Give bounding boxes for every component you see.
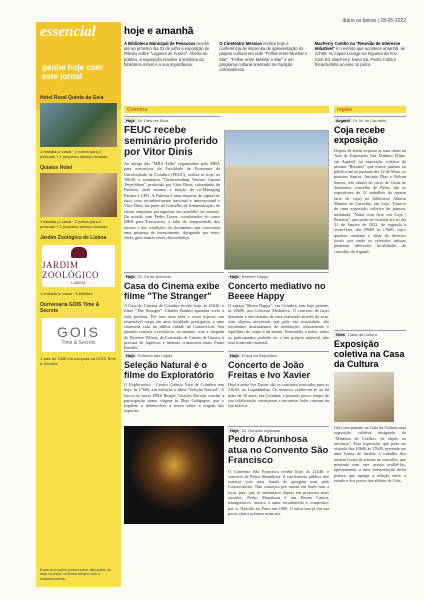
hotel-photo-2 <box>40 173 117 217</box>
strip-item-2 <box>219 41 310 72</box>
strip-item-text: é o evento que acontece amanhã, às 21h30, no Liquid Lounge na Figueira da Foz. Com Ed. MacFerry, Nuno Sá, Pedro Cobb e Ricardo Brito ao vivo no palco. <box>314 46 405 67</box>
article-byline: Hoje Rolando das Lapas <box>124 351 224 358</box>
gois-logo-sub: Time & Secrets <box>61 340 96 346</box>
article-headline: Concerto mediativo no Beeee Happy <box>228 281 326 301</box>
strip-item-1 <box>124 41 215 72</box>
article-beeee <box>228 272 329 346</box>
section-coimbra: Coimbra <box>124 106 329 113</box>
article-body: Depois de terem exposto as suas obras na Arte de Exposição Gui Delmiro Filipe, em Arganil, na exposição coletiva de pintura "Retratos" que esteve patente ao público até ao passado dia 22 de Maio, os pintores Santos, António Dias e Nelson Santos, três alunos do curso de Casas de Senhorim, concelho de Nelas, são os expositores de 21 trabalhos do mestre (arte de coja) na biblioteca Alberto Martins de Carvalho, em Coja. Trata-se de uma exposição coletiva de pintura, intitulada "Natal com Arte em Coja | Retratos", que pode ser visitada até ao dia 31 de Janeiro de 2022, de segunda a sexta-feira, das 09h00 às 17h00, cujos quadros retratam o olhar de diversos locais por onde os referidos artistas pintaram diferentes localidades do concelho de Arganil. <box>334 148 406 254</box>
article-headline: Coja recebe exposição <box>334 125 386 145</box>
zoo-logo <box>42 245 115 287</box>
article-body: Hoje à noite Ivo Xavier são os concertos marcados para as 21h30, no Liquidambar. Os músicos conhecem-se ao há mais de 10 anos, em Coimbra, e passado pouco tempo de sua colaboração começaram a encontrar lados comuns na sua música. <box>228 382 329 409</box>
article-headline: Pedro Abrunhosa atua no Convento São Francisco <box>228 434 329 466</box>
article-body: O Convento São Francisco recebe hoje, às 21h30, o concerto de Pedro Abrunhosa. A sua história pública não começa com uma banda de garagem mas pelo Conservatório. Não começou por cantar em bares mas a tocar jazz, que se entronizou depois em projectos mais ousados. Pedro Abrunhosa é um Eterno Cantor, transgressivo, músico e autor reconhecido e compositor por si. Nascido no Porto em 1960. O autor tem já em sua posse vários prémios musicais. <box>228 468 329 516</box>
article-byline: Hoje Dr. Diniz da Silva <box>124 116 220 123</box>
newspaper-page <box>36 18 406 593</box>
page-date: diário as beiras | 28-05-2022 <box>342 18 406 24</box>
article-body: O espaço "Beeee Happy", em Coimbra, tem hoje patente, às 20h00, um Concerto Mediativo. O concerto de taças tibetanas é um sistema de cura realizado através do som, com objetos universais que pela sua sonoridade, são excelentes instrumentos de meditação, relaxamento e equilíbrio do corpo e da mente. Pretendido a todos, todos os participantes poderão ter o seu próprio material, não será fornecido material. <box>228 303 329 346</box>
strip-item-3 <box>315 41 406 72</box>
zoo-logo-sub: LISBOA <box>71 280 86 285</box>
sidebar-essencial <box>36 22 121 587</box>
strip-title: hoje e amanhã <box>124 26 194 37</box>
article-byline: Arganil Dr. M. do Carvalho <box>334 116 406 123</box>
gois-logo-name: GOIS <box>56 324 100 340</box>
article-joao <box>228 351 329 421</box>
article-cinema <box>124 272 224 351</box>
offer-caption-3: 1 entrada p/ casal · 5 bilhetes <box>40 291 93 296</box>
hotel-photo-1 <box>40 103 117 147</box>
article-body: Ao abrigo das "MBA Talks" organizadas pelo MBA para executivos da Faculdade de Economia da Universidade de Coimbra (FEUC), realiza-se hoje, às 10h30, o seminário "Understanding Venture Capital Term-Sheet", proferido por Vitor Dinis, cofundador da Pathena, onde assume a função de co-Managing Partner e CFO. A Pathena é uma empresa de capital de risco com reconhecimento nacional e internacional e Vitor Dinis faz parte do Conselho de Administração, de várias empresas portuguesas em portfólio no mesmo. De acordo com Pedro Torres, coordenador do curso MBA para Executivos, a falta de compreensão dos termos e das condições do documento que concretiza uma proposta de investimento, designado por term-sheet, gera muitas vezes desconfiança. <box>124 161 220 241</box>
article-headline: Concerto de João Freitas e Ivo Xavier <box>228 360 311 380</box>
today-tomorrow-strip <box>124 26 406 102</box>
article-byline: Hoje Beeeee Happy <box>228 272 329 279</box>
article-byline: Hoje Dr. Sá de Azevedo <box>124 272 224 279</box>
building-photo <box>224 130 329 270</box>
gois-logo <box>42 318 115 352</box>
article-arganil <box>334 116 406 326</box>
article-pedro <box>228 426 329 576</box>
zoo-logo-name: JARDIM ZOOLÓGICO <box>42 260 99 280</box>
article-byline: Hoje Praça da República <box>228 351 329 358</box>
article-byline: Góis Casa da Cultura <box>334 330 406 337</box>
article-headline: Exposição coletiva na Casa da Cultura <box>334 339 405 369</box>
strip-item-text: recebe até ao próximo dia 31 de julho a exposição de Ribeiro sobre "Lugares de Futuro". Aberta ao público, a exposição envolve a temática da biblioteca móvel e a sua importância. <box>124 41 210 67</box>
article-feuc <box>124 116 220 266</box>
offer-title-3: Jardim Zoológico de Lisboa <box>40 235 107 241</box>
article-gois <box>334 330 406 580</box>
elephant-icon <box>71 247 87 258</box>
offer-caption-1: 1 estadia p/ casal · 2 noites para 2 pessoas + 1 pequeno-almoço incluído <box>40 149 108 159</box>
article-headline: Casa do Cinema exibe filme "The Stranger" <box>124 281 220 301</box>
article-headline: Seleção Natural é o filme do Exploratório <box>124 360 215 380</box>
sidebar-brand: essencial <box>40 24 96 40</box>
section-regiao: região <box>334 106 406 113</box>
article-body: A Casa do Cinema de Coimbra recebe hoje, às 21h30, o filme "The Stranger". Charles Rankin aparenta viver a vida perfeita. Ele tem uma bela e nova esposa, um respeitável cargo em uma faculdade prestigiosa, e uma charmosa casa na idílica cidade de Connecticut. Seu passado começa a revelar-se, no entanto, com a chegada do Detetive Wilson, da Comissão de Crimes de Guerra, à procura de fugitivos e infames criminosos nazis Franz Kindler. <box>124 303 224 351</box>
article-body: O Exploratório - Centro Ciência Viva de Coimbra tem hoje, às 17h00, em exibição o filme "Seleção Natural". A busca do navio HMS Beagle, Charles Darwin conclui a participação numa viagem às Ilhas Galápagos, que o impõem a desenvolver a teoria sobre a origem das espécies. <box>124 382 224 414</box>
article-headline: FEUC recebe seminário proferido por Vitor Dinis <box>124 125 218 158</box>
offer-caption-4: 1 vale de 150€ em compras na GÓIS Time & Secrets <box>40 356 116 366</box>
offer-title-2: Quiaios Hotel <box>40 165 73 171</box>
exhibition-photo <box>334 372 394 422</box>
concert-photo <box>124 426 224 524</box>
article-exploratorio <box>124 351 224 421</box>
offer-title-4: Ourivesaria GÓIS Time & Secrets <box>40 302 100 314</box>
strip-item-lead: A Biblioteca Municipal de Penacova <box>124 41 196 46</box>
strip-item-text: recebe hoje a conferência de imprensa de apresentação do projeto cultural em rede "Folhar entre Mostrar e Mar", "Folhar entre Mostrar e Mar" é um programa cultural orientado na tradição carnavalesca. <box>219 41 308 73</box>
strip-item-lead: O Cineteatro Messias <box>219 41 262 46</box>
sidebar-footer: Estas promoções podem sofrer alterações de data ou preço, confirme sempre com o estabelecimento <box>40 567 111 581</box>
offer-caption-2: 1 estadia p/ casal · 2 noites para 2 pessoas + 1 pequeno-almoço incluído <box>40 219 108 229</box>
article-byline: Hoje Dr. Gonzalo Inglesias <box>228 426 329 433</box>
offer-title-1: Hotel Rural Quinta da Geia <box>40 95 104 101</box>
article-body: Góis tem patente na Casa da Cultura uma exposição coletiva designada de "Mineiras de Coelhos: de objeto ao artefacto". Esta exposição, que pode ser visitada das 10h00 às 17h00, pretende ser uma forma de ilustrar o trabalho dos artistas locais de artistas no concelho, que pretende com este acesso acolhê-los, apresentando a uma interpretação desta prática que agrega a relação entre o estudo e dos povos das aldeias de Góis. <box>334 425 406 483</box>
strip-item-lead: MacFerry Combo na "Reunião de Interesse Imbatível" <box>314 41 401 52</box>
sidebar-promo: ganhe hoje com este jornal <box>42 63 103 81</box>
